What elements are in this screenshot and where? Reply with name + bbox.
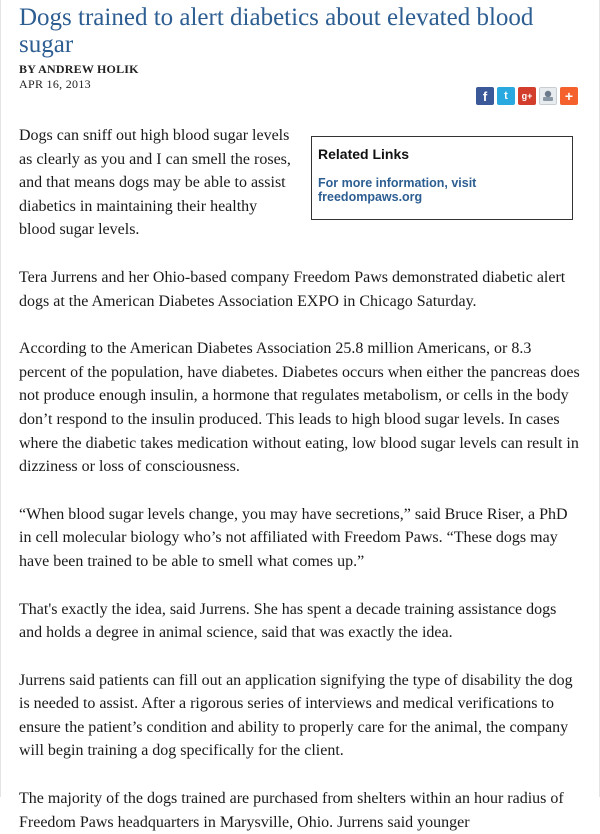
more-icon[interactable]: + — [560, 87, 578, 105]
article-paragraph: Dogs can sniff out high blood sugar levels as clearly as you and I can smell the roses, and that means dogs may be able to assist diabetics in maintaining their healthy blood sugar levels. — [19, 127, 291, 239]
publish-date: APR 16, 2013 — [19, 77, 91, 91]
byline: BY ANDREW HOLIK — [19, 62, 139, 76]
article-paragraph: That's exactly the idea, said Jurrens. She has spent a decade training assistance dogs and holds a degree in animal science, said that was exactly the idea. — [19, 600, 557, 642]
print-icon[interactable] — [539, 87, 557, 105]
article-paragraph: Jurrens said patients can fill out an application signifying the type of disability the dog is needed to assist. After a rigorous series of interviews and medical verifications to ensure the patient’s condition and ability to properly care for the animal, the company will begin training a dog specifically for the client. — [19, 671, 573, 760]
related-links-box — [311, 136, 573, 220]
article-paragraph: The majority of the dogs trained are purchased from shelters within an hour radius of Freedom Paws headquarters in Marysville, Ohio. Jurrens said younger — [19, 790, 564, 831]
article-body — [19, 124, 581, 834]
google-plus-icon[interactable]: g+ — [518, 87, 536, 105]
article-headline: Dogs trained to alert diabetics about elevated blood sugar — [19, 4, 534, 58]
twitter-icon[interactable]: t — [497, 87, 515, 105]
share-toolbar — [476, 87, 578, 105]
related-links-title: Related Links — [318, 146, 410, 162]
print-icon-glyph — [541, 89, 555, 103]
article-paragraph: Tera Jurrens and her Ohio-based company Freedom Paws demonstrated diabetic alert dogs at the American Diabetes Association EXPO in Chicago Saturday. — [19, 268, 566, 310]
facebook-icon[interactable]: f — [476, 87, 494, 105]
article-paragraph: “When blood sugar levels change, you may have secretions,” said Bruce Riser, a PhD in cell molecular biology who’s not affiliated with Freedom Paws. “These dogs may have been trained to be able to smell what comes up.” — [19, 505, 568, 570]
freedompaws-link[interactable]: For more information, visit freedompaws.org — [318, 176, 477, 204]
article-paragraph: According to the American Diabetes Association 25.8 million Americans, or 8.3 percent of the population, have diabetes. Diabetes occurs when either the pancreas does not produce enough insulin, a hormone that regulates metabolism, or cells in the body don’t respond to the insulin produced. This leads to high blood sugar levels. In cases where the diabetic takes medication without eating, low blood sugar levels can result in dizziness or loss of consciousness. — [19, 340, 580, 476]
